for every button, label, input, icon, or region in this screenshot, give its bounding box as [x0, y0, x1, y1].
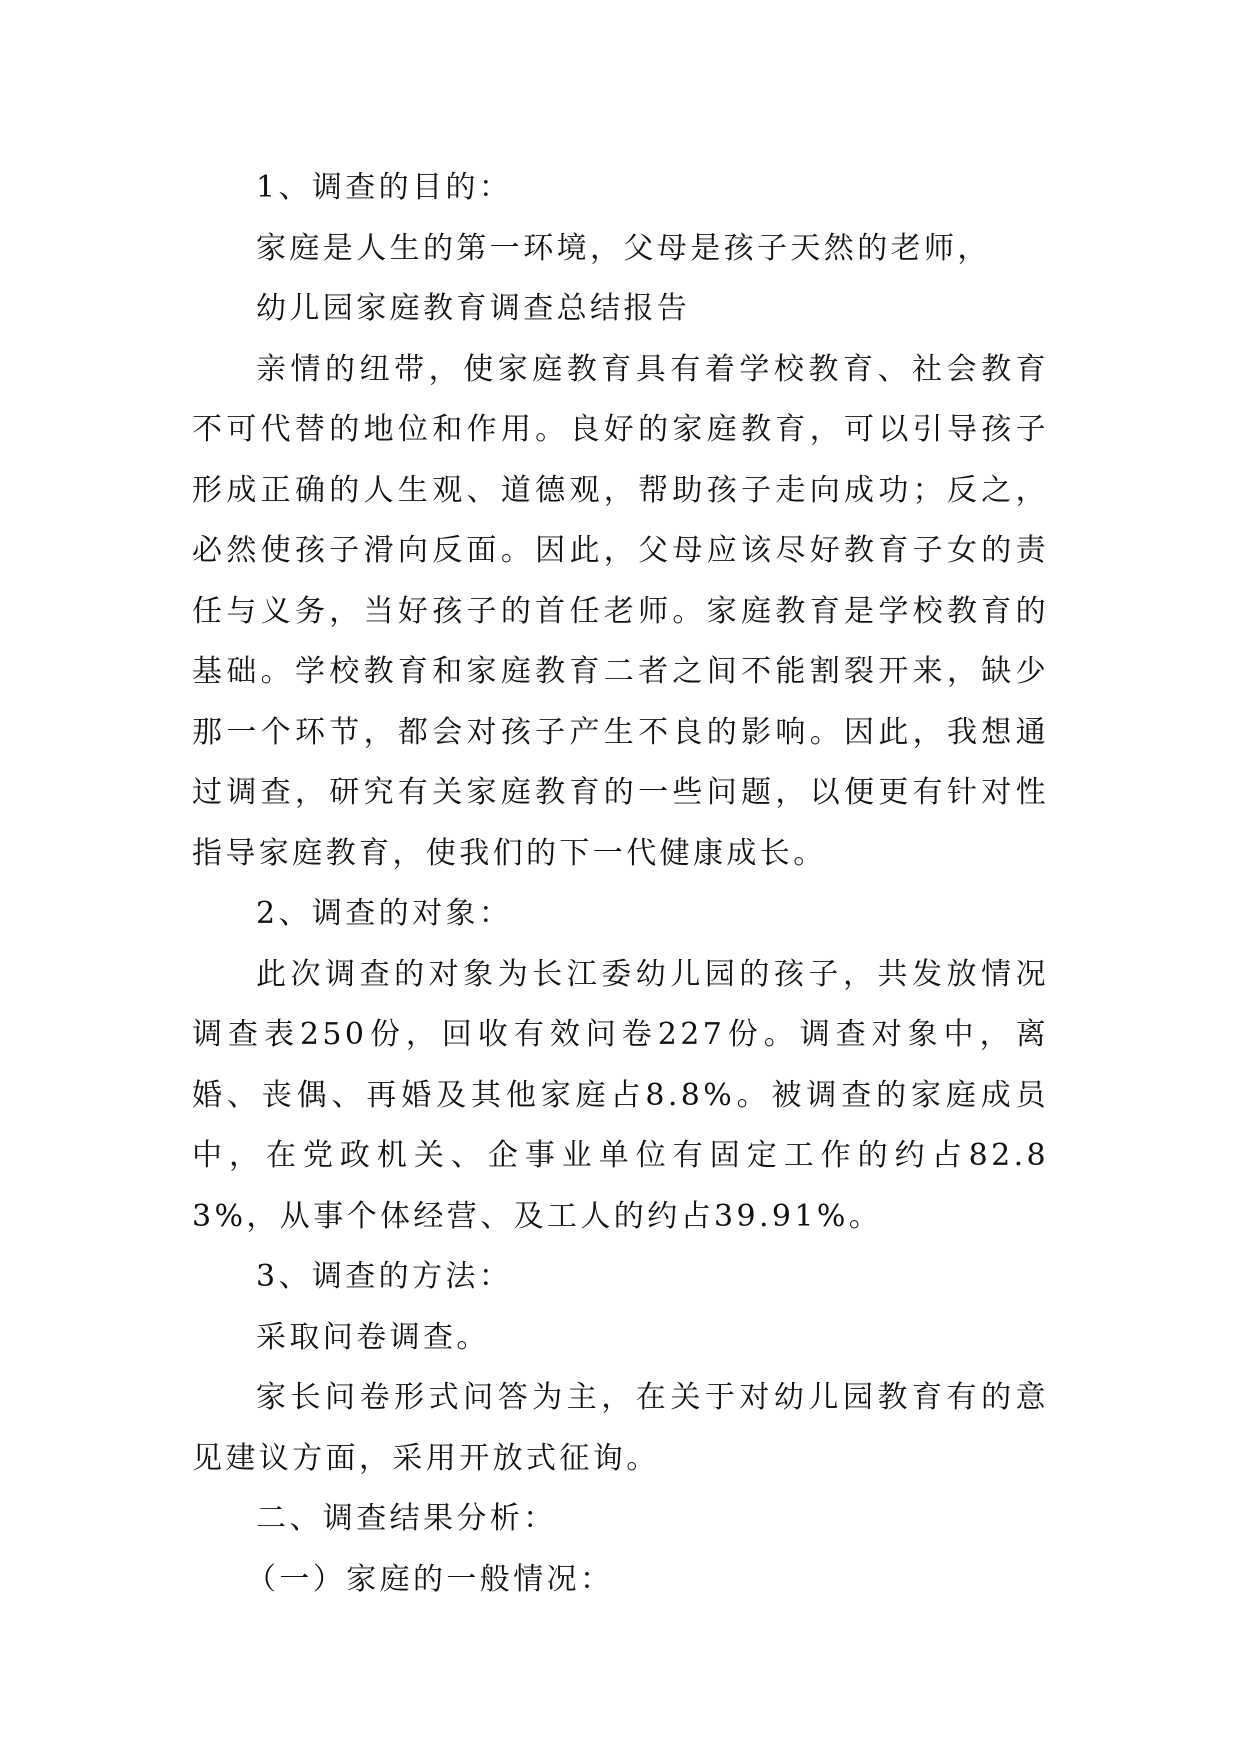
paragraph-analysis-heading: 二、调查结果分析：: [256, 1501, 557, 1536]
document-page: [192, 158, 1049, 1610]
paragraph-purpose-body: 亲情的纽带，使家庭教育具有着学校教育、社会教育不可代替的地位和作用。良好的家庭教育，可以引导孩子形成正确的人生观、道德观，帮助孩子走向成功；反之，必然使孩子滑向反面。因此，父母应该尽好教育子女的责任与义务，当好孩子的首任老师。家庭教育是学校教育的基础。学校教育和家庭教育二者之间不能割裂开来，缺少那一个环节，都会对孩子产生不良的影响。因此，我想通过调查，研究有关家庭教育的一些问题，以便更有针对性指导家庭教育，使我们的下一代健康成长。: [192, 351, 1049, 871]
paragraph-intro-line: 家庭是人生的第一环境，父母是孩子天然的老师，: [256, 230, 991, 266]
paragraph-subjects-heading: 2、调查的对象：: [256, 896, 513, 931]
paragraph-method-body-1: 采取问卷调查。: [256, 1319, 490, 1355]
paragraph-purpose-heading: 1、调查的目的：: [256, 170, 513, 205]
paragraph-family-heading: （一）家庭的一般情况：: [246, 1561, 614, 1597]
paragraph-method-body-2: 家长问卷形式问答为主，在关于对幼儿园教育有的意见建议方面，采用开放式征询。: [192, 1380, 1049, 1476]
paragraph-subjects-body: 此次调查的对象为长江委幼儿园的孩子，共发放情况调查表250份，回收有效问卷227份。调查对象中，离婚、丧偶、再婚及其他家庭占8.8%。被调查的家庭成员中，在党政机关、企事业单位有固定工作的约占82.83%，从事个体经营、及工人的约占39.91%。: [192, 956, 1049, 1234]
paragraph-method-heading: 3、调查的方法：: [256, 1259, 513, 1294]
paragraph-report-title: 幼儿园家庭教育调查总结报告: [256, 291, 691, 326]
